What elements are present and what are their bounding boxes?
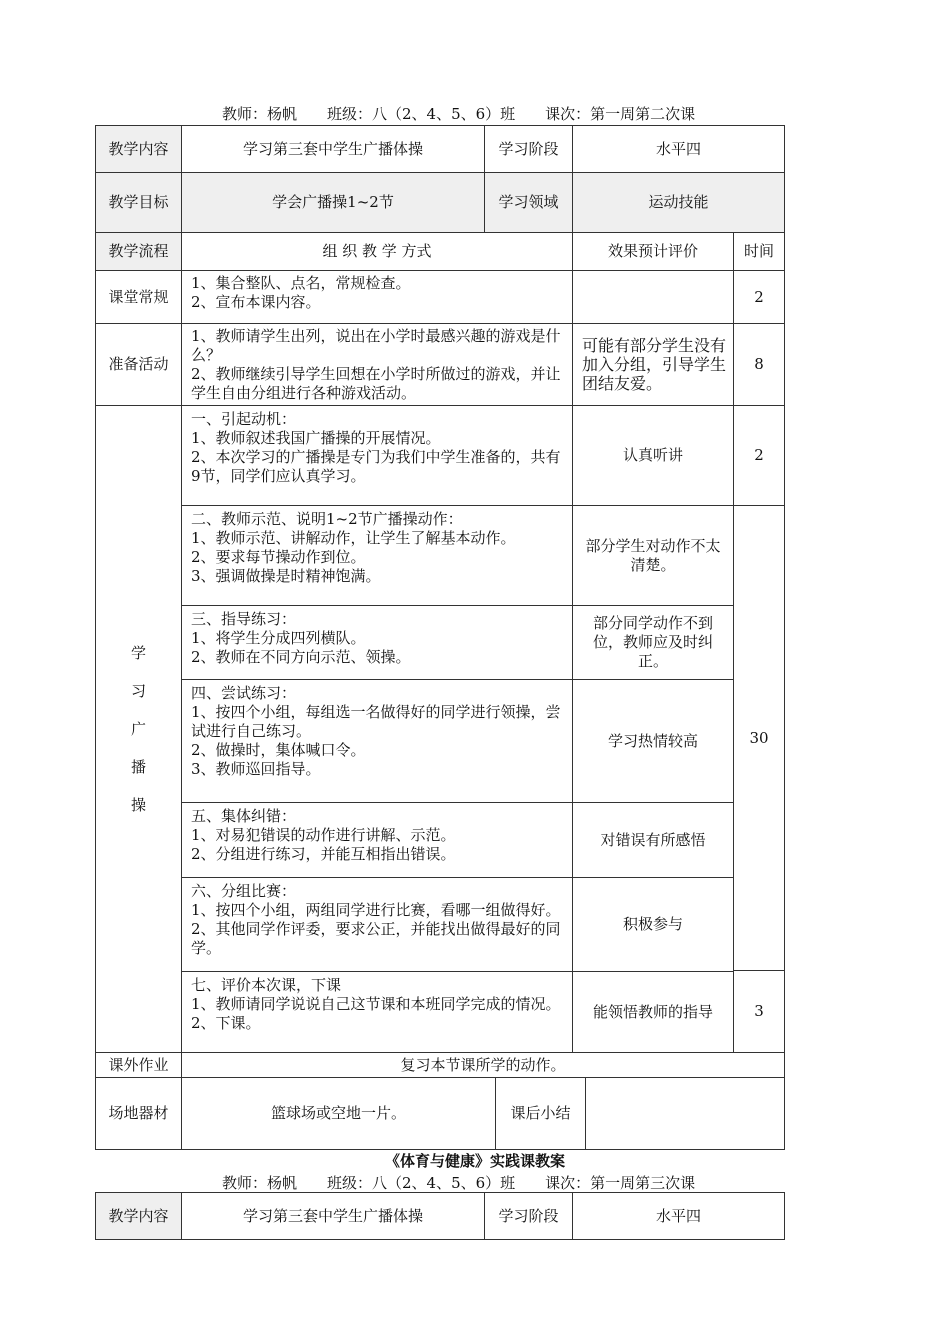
content-label: 教学内容	[95, 125, 182, 173]
text-line: 五、集体纠错：	[191, 807, 297, 825]
routine-label: 课堂常规	[95, 270, 182, 324]
summary-value[interactable]	[585, 1077, 785, 1150]
text-line: 一、引起动机：	[191, 410, 297, 428]
text-line: 1、对易犯错误的动作进行讲解、示范。	[191, 826, 456, 844]
text-line: 2、做操时，集体喊口令。	[191, 741, 366, 759]
text-line: 1、教师示范、讲解动作，让学生了解基本动作。	[191, 529, 516, 547]
time-cell: 2	[733, 405, 785, 506]
step-content	[181, 802, 573, 878]
text-line: 六、分组比赛：	[191, 882, 297, 900]
text-line: 1、教师请学生出列，说出在小学时最感兴趣的游戏是什么？	[191, 326, 561, 364]
step-eval: 部分学生对动作不太清楚。	[572, 505, 734, 606]
text-line: 习	[130, 682, 146, 700]
text-line: 七、评价本次课，下课	[191, 976, 342, 994]
step-eval: 积极参与	[572, 877, 734, 972]
stage-value: 水平四	[572, 125, 785, 173]
text-line: 2、宣布本课内容。	[191, 293, 321, 311]
content-label-2: 教学内容	[95, 1192, 182, 1240]
stage-label-2: 学习阶段	[484, 1192, 573, 1240]
step-content	[181, 605, 573, 680]
text-line: 2、教师在不同方向示范、领操。	[191, 648, 411, 666]
text-line: 3、教师巡回指导。	[191, 760, 321, 778]
prep-label: 准备活动	[95, 323, 182, 406]
text-line: 2、要求每节操动作到位。	[191, 548, 366, 566]
flow-label: 教学流程	[95, 232, 182, 271]
prep-content	[181, 323, 573, 406]
step-content	[181, 405, 573, 506]
text-line: 二、教师示范、说明1~2节广播操动作：	[191, 510, 463, 528]
step-content	[181, 505, 573, 606]
goal-value: 学会广播操1~2节	[181, 172, 485, 233]
step-eval: 部分同学动作不到位，教师应及时纠正。	[572, 605, 734, 680]
stage-value-2: 水平四	[572, 1192, 785, 1240]
routine-time: 2	[733, 270, 785, 324]
step-content	[181, 679, 573, 803]
step-eval: 能领悟教师的指导	[572, 971, 734, 1054]
lesson-header: 教师：杨帆 班级：八（2、4、5、6）班 课次：第一周第二次课	[222, 105, 696, 123]
content-value-2: 学习第三套中学生广播体操	[181, 1192, 485, 1240]
step-eval: 学习热情较高	[572, 679, 734, 803]
time-cell: 30	[733, 505, 785, 971]
text-line: 2、其他同学作评委，要求公正，并能找出做得最好的同学。	[191, 920, 561, 957]
text-line: 2、下课。	[191, 1014, 261, 1032]
prep-eval: 可能有部分学生没有加入分组，引导学生团结友爱。	[572, 323, 734, 406]
text-line: 1、教师请同学说说自己这节课和本班同学完成的情况。	[191, 995, 561, 1013]
text-line: 3、强调做操是时精神饱满。	[191, 567, 381, 585]
homework-value: 复习本节课所学的动作。	[181, 1052, 785, 1078]
stage-label: 学习阶段	[484, 125, 573, 173]
text-line: 2、分组进行练习，并能互相指出错误。	[191, 845, 456, 863]
text-line: 三、指导练习：	[191, 610, 297, 628]
lesson-title: 《体育与健康》实践课教案	[384, 1152, 565, 1170]
text-line: 1、集合整队、点名，常规检查。	[191, 274, 411, 292]
time-cell: 3	[733, 970, 785, 1053]
goal-label: 教学目标	[95, 172, 182, 233]
routine-content	[181, 270, 573, 324]
main-section-label	[95, 405, 182, 1053]
text-line: 1、将学生分成四列横队。	[191, 629, 366, 647]
text-line: 学	[130, 644, 146, 662]
venue-value: 篮球场或空地一片。	[181, 1077, 496, 1150]
domain-value: 运动技能	[572, 172, 785, 233]
venue-label: 场地器材	[95, 1077, 182, 1150]
summary-label: 课后小结	[495, 1077, 586, 1150]
text-line: 1、教师叙述我国广播操的开展情况。	[191, 429, 441, 447]
text-line: 1、按四个小组，每组选一名做得好的同学进行领操，尝试进行自己练习。	[191, 703, 561, 740]
text-line: 播	[130, 758, 146, 776]
eval-header: 效果预计评价	[572, 232, 734, 271]
step-eval: 认真听讲	[572, 405, 734, 506]
text-line: 2、教师继续引导学生回想在小学时所做过的游戏，并让学生自由分组进行各种游戏活动。	[191, 364, 561, 402]
method-header: 组 织 教 学 方式	[181, 232, 573, 271]
text-line: 1、按四个小组，两组同学进行比赛，看哪一组做得好。	[191, 901, 561, 919]
routine-eval	[572, 270, 734, 324]
prep-time: 8	[733, 323, 785, 406]
homework-label: 课外作业	[95, 1052, 182, 1078]
text-line: 广	[130, 720, 146, 738]
step-eval: 对错误有所感悟	[572, 802, 734, 878]
time-header: 时间	[733, 232, 785, 271]
step-content	[181, 877, 573, 972]
lesson-header-2: 教师：杨帆 班级：八（2、4、5、6）班 课次：第一周第三次课	[222, 1174, 696, 1192]
domain-label: 学习领域	[484, 172, 573, 233]
text-line: 四、尝试练习：	[191, 684, 297, 702]
text-line: 操	[130, 796, 146, 814]
step-content	[181, 971, 573, 1054]
content-value: 学习第三套中学生广播体操	[181, 125, 485, 173]
text-line: 2、本次学习的广播操是专门为我们中学生准备的，共有9节，同学们应认真学习。	[191, 448, 561, 485]
